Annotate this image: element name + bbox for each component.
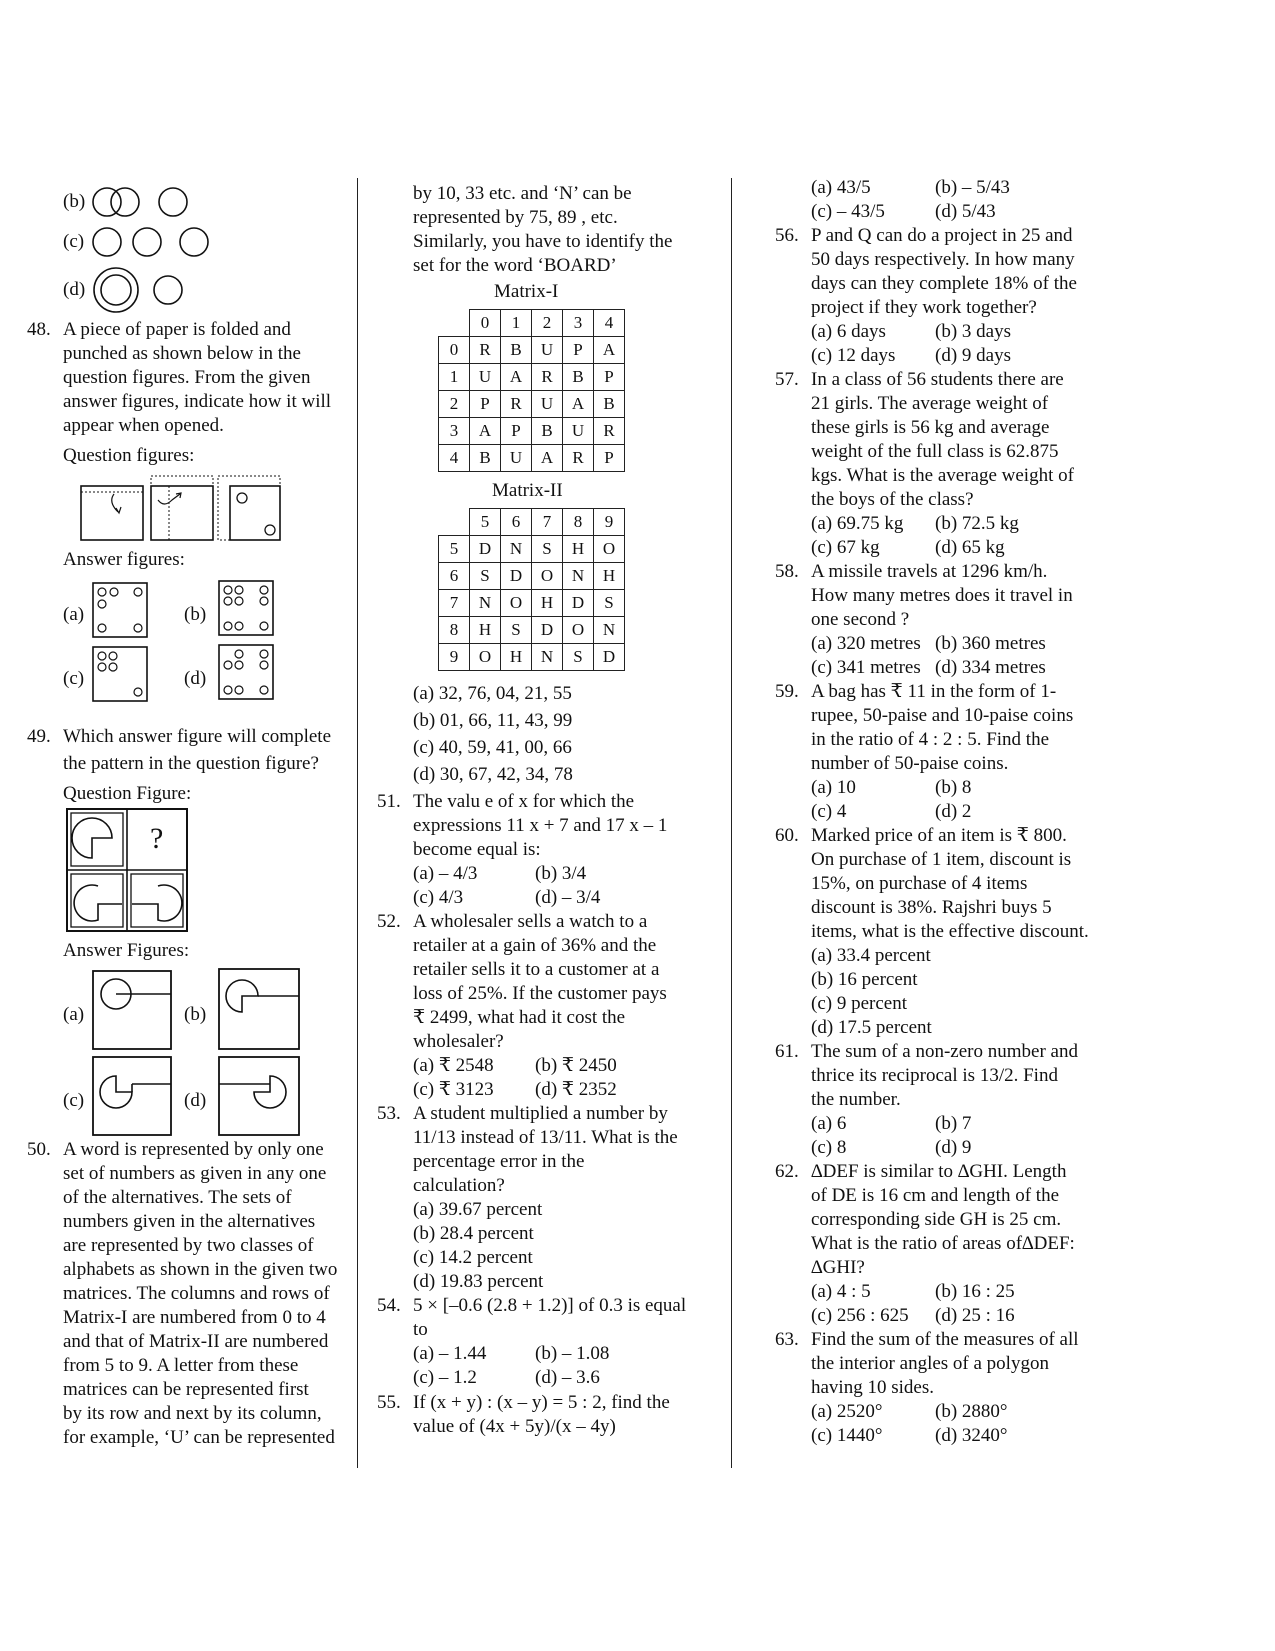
matrix-2-cell: N	[532, 644, 563, 671]
q58-option-a: (a) 320 metres	[811, 633, 921, 654]
q61-text-line: The sum of a non-zero number and	[811, 1041, 1078, 1062]
matrix-1-table	[438, 309, 625, 472]
q62-option-b: (b) 16 : 25	[935, 1281, 1015, 1302]
q56-number: 56.	[775, 225, 799, 246]
matrix-2-cell: D	[532, 617, 563, 644]
q58-text-line: one second ?	[811, 609, 910, 630]
q50-text-line: of the alternatives. The sets of	[63, 1187, 292, 1208]
q60-text-line: items, what is the effective discount.	[811, 921, 1089, 942]
q53-text-line: A student multiplied a number by	[413, 1103, 668, 1124]
q56-text-line: days can they complete 18% of the	[811, 273, 1077, 294]
q50-continued-line: represented by 75, 89 , etc.	[413, 207, 618, 228]
q57-text-line: 21 girls. The average weight of	[811, 393, 1049, 414]
matrix-2-cell: N	[594, 617, 625, 644]
q51-text-line: expressions 11 x + 7 and 17 x – 1	[413, 815, 668, 836]
q52-text-line: ₹ 2499, what had it cost the	[413, 1007, 626, 1028]
q49-option-a-label: (a)	[63, 1004, 85, 1025]
q54-number: 54.	[377, 1295, 401, 1316]
matrix-1-cell: 2	[439, 391, 470, 418]
q63-option-a: (a) 2520°	[811, 1401, 883, 1422]
q53-option-b: (b) 28.4 percent	[413, 1223, 534, 1244]
q60-option-d: (d) 17.5 percent	[811, 1017, 932, 1038]
q50-text-line: A word is represented by only one	[63, 1139, 324, 1160]
q55-option-a: (a) 43/5	[811, 177, 871, 198]
q50-option-d: (d) 30, 67, 42, 34, 78	[413, 764, 573, 785]
q49-option-d-figure	[218, 1056, 300, 1136]
q59-option-d: (d) 2	[935, 801, 972, 822]
q58-text-line: A missile travels at 1296 km/h.	[811, 561, 1048, 582]
matrix-1-cell: R	[563, 445, 594, 472]
q50-option-a: (a) 32, 76, 04, 21, 55	[413, 683, 572, 704]
matrix-1-cell: A	[532, 445, 563, 472]
q49-option-a-figure	[92, 970, 172, 1050]
q55-option-c: (c) – 43/5	[811, 201, 885, 222]
q56-option-d: (d) 9 days	[935, 345, 1011, 366]
q48-option-c-figure	[92, 646, 148, 702]
matrix-2-header-cell: 9	[594, 509, 625, 536]
q50-text-line: by its row and next by its column,	[63, 1403, 322, 1424]
matrix-1-cell: A	[563, 391, 594, 418]
q59-text-line: number of 50-paise coins.	[811, 753, 1009, 774]
q47-option-b-figure	[92, 184, 202, 220]
q52-number: 52.	[377, 911, 401, 932]
q53-number: 53.	[377, 1103, 401, 1124]
q60-text-line: On purchase of 1 item, discount is	[811, 849, 1072, 870]
matrix-2-cell: S	[532, 536, 563, 563]
q50-text-line: are represented by two classes of	[63, 1235, 314, 1256]
q63-number: 63.	[775, 1329, 799, 1350]
matrix-1-header-cell: 4	[594, 310, 625, 337]
matrix-2-cell: N	[563, 563, 594, 590]
matrix-2-row	[439, 536, 625, 563]
q50-text-line: from 5 to 9. A letter from these	[63, 1355, 299, 1376]
q53-text-line: 11/13 instead of 13/11. What is the	[413, 1127, 678, 1148]
q62-text-line: of DE is 16 cm and length of the	[811, 1185, 1060, 1206]
matrix-2-header-cell: 7	[532, 509, 563, 536]
matrix-1-cell: B	[563, 364, 594, 391]
q51-number: 51.	[377, 791, 401, 812]
q63-option-c: (c) 1440°	[811, 1425, 883, 1446]
matrix-1-row	[439, 418, 625, 445]
q60-text-line: 15%, on purchase of 4 items	[811, 873, 1028, 894]
matrix-2-row	[439, 590, 625, 617]
q56-text-line: 50 days respectively. In how many	[811, 249, 1075, 270]
q54-option-b: (b) – 1.08	[535, 1343, 610, 1364]
matrix-1-cell: R	[594, 418, 625, 445]
q49-text-line: Which answer figure will complete	[63, 726, 332, 747]
matrix-2-cell: 9	[439, 644, 470, 671]
matrix-1-header-row	[439, 310, 625, 337]
q55-option-b: (b) – 5/43	[935, 177, 1010, 198]
matrix-1-cell: P	[594, 364, 625, 391]
q59-option-c: (c) 4	[811, 801, 847, 822]
q57-option-a: (a) 69.75 kg	[811, 513, 904, 534]
matrix-2-cell: S	[470, 563, 501, 590]
matrix-2-table	[438, 508, 625, 671]
matrix-1-header-cell: 2	[532, 310, 563, 337]
matrix-1-cell: U	[563, 418, 594, 445]
matrix-1-cell: R	[470, 337, 501, 364]
q48-option-a-figure	[92, 582, 148, 638]
q57-text-line: In a class of 56 students there are	[811, 369, 1064, 390]
q60-text-line: discount is 38%. Rajshri buys 5	[811, 897, 1052, 918]
q50-continued-line: by 10, 33 etc. and ‘N’ can be	[413, 183, 632, 204]
q61-option-b: (b) 7	[935, 1113, 972, 1134]
q63-option-b: (b) 2880°	[935, 1401, 1008, 1422]
q54-option-a: (a) – 1.44	[413, 1343, 487, 1364]
q59-option-b: (b) 8	[935, 777, 972, 798]
matrix-1-cell: A	[594, 337, 625, 364]
q52-text-line: wholesaler?	[413, 1031, 504, 1052]
q50-text-line: matrices. The columns and rows of	[63, 1283, 330, 1304]
q49-text-line: the pattern in the question figure?	[63, 753, 319, 774]
q62-text-line: ∆DEF is similar to ∆GHI. Length	[811, 1161, 1067, 1182]
q58-text-line: How many metres does it travel in	[811, 585, 1073, 606]
matrix-2-cell: D	[594, 644, 625, 671]
matrix-2-header-cell: 8	[563, 509, 594, 536]
q62-option-c: (c) 256 : 625	[811, 1305, 909, 1326]
q48-option-a-label: (a)	[63, 604, 85, 625]
q56-option-b: (b) 3 days	[935, 321, 1011, 342]
q50-option-b: (b) 01, 66, 11, 43, 99	[413, 710, 573, 731]
matrix-1-header-cell: 3	[563, 310, 594, 337]
q63-text-line: having 10 sides.	[811, 1377, 934, 1398]
q49-answer-figures-label: Answer Figures:	[63, 940, 190, 961]
q52-option-c: (c) ₹ 3123	[413, 1079, 494, 1100]
q51-text-line: The valu e of x for which the	[413, 791, 635, 812]
column-divider-1	[357, 178, 358, 1468]
q48-number: 48.	[27, 319, 51, 340]
matrix-2-cell: H	[563, 536, 594, 563]
matrix-2-header-cell	[439, 509, 470, 536]
q49-question-figure	[66, 808, 188, 932]
q47-option-c-figure	[92, 224, 212, 260]
matrix-2-header-cell: 6	[501, 509, 532, 536]
matrix-1-cell: B	[594, 391, 625, 418]
q61-option-c: (c) 8	[811, 1137, 847, 1158]
matrix-1-cell: P	[594, 445, 625, 472]
q49-option-d-label: (d)	[184, 1090, 207, 1111]
q49-number: 49.	[27, 726, 51, 747]
q50-continued-line: Similarly, you have to identify the	[413, 231, 673, 252]
matrix-1-cell: U	[532, 337, 563, 364]
q48-text-line: A piece of paper is folded and	[63, 319, 291, 340]
q48-option-c-label: (c)	[63, 668, 85, 689]
q57-text-line: the boys of the class?	[811, 489, 974, 510]
q52-text-line: A wholesaler sells a watch to a	[413, 911, 648, 932]
q49-option-b-label: (b)	[184, 1004, 207, 1025]
q60-text-line: Marked price of an item is ₹ 800.	[811, 825, 1067, 846]
matrix-2-header-cell: 5	[470, 509, 501, 536]
q50-text-line: Matrix-I are numbered from 0 to 4	[63, 1307, 326, 1328]
q52-option-d: (d) ₹ 2352	[535, 1079, 617, 1100]
q63-text-line: the interior angles of a polygon	[811, 1353, 1049, 1374]
matrix-2-cell: 5	[439, 536, 470, 563]
matrix-2-cell: S	[563, 644, 594, 671]
matrix-2-cell: 8	[439, 617, 470, 644]
matrix-1-cell: B	[470, 445, 501, 472]
q50-text-line: numbers given in the alternatives	[63, 1211, 316, 1232]
q49-question-figure-label: Question Figure:	[63, 783, 192, 804]
matrix-2-cell: O	[501, 590, 532, 617]
matrix-1-cell: P	[563, 337, 594, 364]
matrix-2-cell: D	[501, 563, 532, 590]
q52-text-line: retailer at a gain of 36% and the	[413, 935, 657, 956]
matrix-1-cell: U	[501, 445, 532, 472]
q61-option-a: (a) 6	[811, 1113, 847, 1134]
matrix-1-cell: 1	[439, 364, 470, 391]
q62-text-line: What is the ratio of areas of∆DEF:	[811, 1233, 1075, 1254]
q58-option-c: (c) 341 metres	[811, 657, 921, 678]
matrix-1-cell: P	[470, 391, 501, 418]
matrix-2-cell: N	[501, 536, 532, 563]
q49-option-c-label: (c)	[63, 1090, 85, 1111]
q56-text-line: project if they work together?	[811, 297, 1037, 318]
q52-option-b: (b) ₹ 2450	[535, 1055, 617, 1076]
q59-number: 59.	[775, 681, 799, 702]
q55-number: 55.	[377, 1392, 401, 1413]
q58-option-d: (d) 334 metres	[935, 657, 1046, 678]
matrix-2-cell: H	[532, 590, 563, 617]
matrix-2-cell: N	[470, 590, 501, 617]
q56-text-line: P and Q can do a project in 25 and	[811, 225, 1073, 246]
q53-option-c: (c) 14.2 percent	[413, 1247, 533, 1268]
q51-option-b: (b) 3/4	[535, 863, 587, 884]
q60-option-c: (c) 9 percent	[811, 993, 907, 1014]
matrix-2-cell: S	[501, 617, 532, 644]
matrix-2-row	[439, 617, 625, 644]
q54-text-line: 5 × [–0.6 (2.8 + 1.2)] of 0.3 is equal	[413, 1295, 687, 1316]
q48-text-line: question figures. From the given	[63, 367, 311, 388]
q61-text-line: the number.	[811, 1089, 901, 1110]
q57-option-c: (c) 67 kg	[811, 537, 880, 558]
q51-option-d: (d) – 3/4	[535, 887, 601, 908]
q52-text-line: retailer sells it to a customer at a	[413, 959, 660, 980]
matrix-1-cell: B	[501, 337, 532, 364]
q48-option-b-label: (b)	[184, 604, 207, 625]
q54-option-c: (c) – 1.2	[413, 1367, 477, 1388]
matrix-1-cell: R	[532, 364, 563, 391]
q52-text-line: loss of 25%. If the customer pays	[413, 983, 667, 1004]
matrix-2-cell: O	[563, 617, 594, 644]
matrix-2-cell: H	[501, 644, 532, 671]
matrix-2-cell: D	[563, 590, 594, 617]
q59-text-line: A bag has ₹ 11 in the form of 1-	[811, 681, 1057, 702]
q53-text-line: percentage error in the	[413, 1151, 585, 1172]
q51-option-c: (c) 4/3	[413, 887, 464, 908]
q58-number: 58.	[775, 561, 799, 582]
q49-option-c-figure	[92, 1056, 172, 1136]
matrix-2-title: Matrix-II	[492, 480, 563, 501]
q54-text-line: to	[413, 1319, 428, 1340]
matrix-1-row	[439, 445, 625, 472]
matrix-1-cell: 3	[439, 418, 470, 445]
matrix-1-row	[439, 391, 625, 418]
q50-text-line: for example, ‘U’ can be represented	[63, 1427, 335, 1448]
matrix-2-cell: H	[470, 617, 501, 644]
q48-option-d-figure	[218, 644, 274, 700]
q59-text-line: rupee, 50-paise and 10-paise coins	[811, 705, 1074, 726]
matrix-2-header-row	[439, 509, 625, 536]
matrix-2-cell: O	[594, 536, 625, 563]
q48-text-line: punched as shown below in the	[63, 343, 301, 364]
q55-text-line: If (x + y) : (x – y) = 5 : 2, find the	[413, 1392, 670, 1413]
matrix-1-row	[439, 337, 625, 364]
q57-text-line: weight of the full class is 62.875	[811, 441, 1059, 462]
q63-option-d: (d) 3240°	[935, 1425, 1008, 1446]
q48-option-d-label: (d)	[184, 668, 207, 689]
q62-number: 62.	[775, 1161, 799, 1182]
matrix-1-row	[439, 364, 625, 391]
q50-text-line: alphabets as shown in the given two	[63, 1259, 338, 1280]
q50-text-line: set of numbers as given in any one	[63, 1163, 327, 1184]
matrix-2-cell: O	[532, 563, 563, 590]
q57-option-b: (b) 72.5 kg	[935, 513, 1019, 534]
matrix-1-cell: P	[501, 418, 532, 445]
q48-answer-figures-label: Answer figures:	[63, 549, 185, 570]
matrix-1-cell: 0	[439, 337, 470, 364]
q52-option-a: (a) ₹ 2548	[413, 1055, 494, 1076]
q47-option-c-label: (c)	[63, 231, 85, 252]
q48-question-figures	[80, 472, 285, 542]
q48-text-line: appear when opened.	[63, 415, 224, 436]
q50-text-line: matrices can be represented first	[63, 1379, 309, 1400]
matrix-1-header-cell: 1	[501, 310, 532, 337]
matrix-2-cell: H	[594, 563, 625, 590]
matrix-1-cell: U	[470, 364, 501, 391]
q63-text-line: Find the sum of the measures of all	[811, 1329, 1079, 1350]
q47-option-d-figure	[92, 266, 192, 314]
q62-text-line: ∆GHI?	[811, 1257, 865, 1278]
q62-option-d: (d) 25 : 16	[935, 1305, 1015, 1326]
q49-option-b-figure	[218, 968, 300, 1050]
matrix-2-row	[439, 644, 625, 671]
q61-number: 61.	[775, 1041, 799, 1062]
matrix-1-cell: A	[470, 418, 501, 445]
matrix-2-cell: D	[470, 536, 501, 563]
matrix-1-cell: U	[532, 391, 563, 418]
q50-continued-line: set for the word ‘BOARD’	[413, 255, 617, 276]
matrix-1-cell: R	[501, 391, 532, 418]
q60-option-b: (b) 16 percent	[811, 969, 918, 990]
q62-option-a: (a) 4 : 5	[811, 1281, 871, 1302]
q59-text-line: in the ratio of 4 : 2 : 5. Find the	[811, 729, 1050, 750]
q51-text-line: become equal is:	[413, 839, 541, 860]
q55-text-line: value of (4x + 5y)/(x – 4y)	[413, 1416, 616, 1437]
q57-text-line: kgs. What is the average weight of	[811, 465, 1074, 486]
q60-option-a: (a) 33.4 percent	[811, 945, 931, 966]
q53-option-d: (d) 19.83 percent	[413, 1271, 544, 1292]
q59-option-a: (a) 10	[811, 777, 856, 798]
q47-option-d-label: (d)	[63, 279, 86, 300]
matrix-2-row	[439, 563, 625, 590]
q53-option-a: (a) 39.67 percent	[413, 1199, 543, 1220]
column-divider-2	[731, 178, 732, 1468]
q48-option-b-figure	[218, 580, 274, 636]
matrix-1-header-cell	[439, 310, 470, 337]
matrix-2-cell: O	[470, 644, 501, 671]
q57-option-d: (d) 65 kg	[935, 537, 1005, 558]
matrix-1-cell: A	[501, 364, 532, 391]
q60-number: 60.	[775, 825, 799, 846]
q50-number: 50.	[27, 1139, 51, 1160]
q56-option-a: (a) 6 days	[811, 321, 886, 342]
matrix-2-cell: 7	[439, 590, 470, 617]
matrix-2-cell: 6	[439, 563, 470, 590]
matrix-1-title: Matrix-I	[494, 281, 559, 302]
q55-option-d: (d) 5/43	[935, 201, 996, 222]
q62-text-line: corresponding side GH is 25 cm.	[811, 1209, 1062, 1230]
q48-text-line: answer figures, indicate how it will	[63, 391, 332, 412]
q57-number: 57.	[775, 369, 799, 390]
matrix-1-header-cell: 0	[470, 310, 501, 337]
q61-text-line: thrice its reciprocal is 13/2. Find	[811, 1065, 1058, 1086]
matrix-1-cell: B	[532, 418, 563, 445]
q54-option-d: (d) – 3.6	[535, 1367, 600, 1388]
q61-option-d: (d) 9	[935, 1137, 972, 1158]
q48-question-figures-label: Question figures:	[63, 445, 195, 466]
q56-option-c: (c) 12 days	[811, 345, 896, 366]
matrix-1-cell: 4	[439, 445, 470, 472]
q49-question-mark: ?	[150, 822, 164, 855]
q57-text-line: these girls is 56 kg and average	[811, 417, 1050, 438]
q47-option-b-label: (b)	[63, 191, 86, 212]
q58-option-b: (b) 360 metres	[935, 633, 1046, 654]
q51-option-a: (a) – 4/3	[413, 863, 478, 884]
q50-option-c: (c) 40, 59, 41, 00, 66	[413, 737, 572, 758]
matrix-2-cell: S	[594, 590, 625, 617]
q53-text-line: calculation?	[413, 1175, 505, 1196]
q50-text-line: and that of Matrix-II are numbered	[63, 1331, 329, 1352]
